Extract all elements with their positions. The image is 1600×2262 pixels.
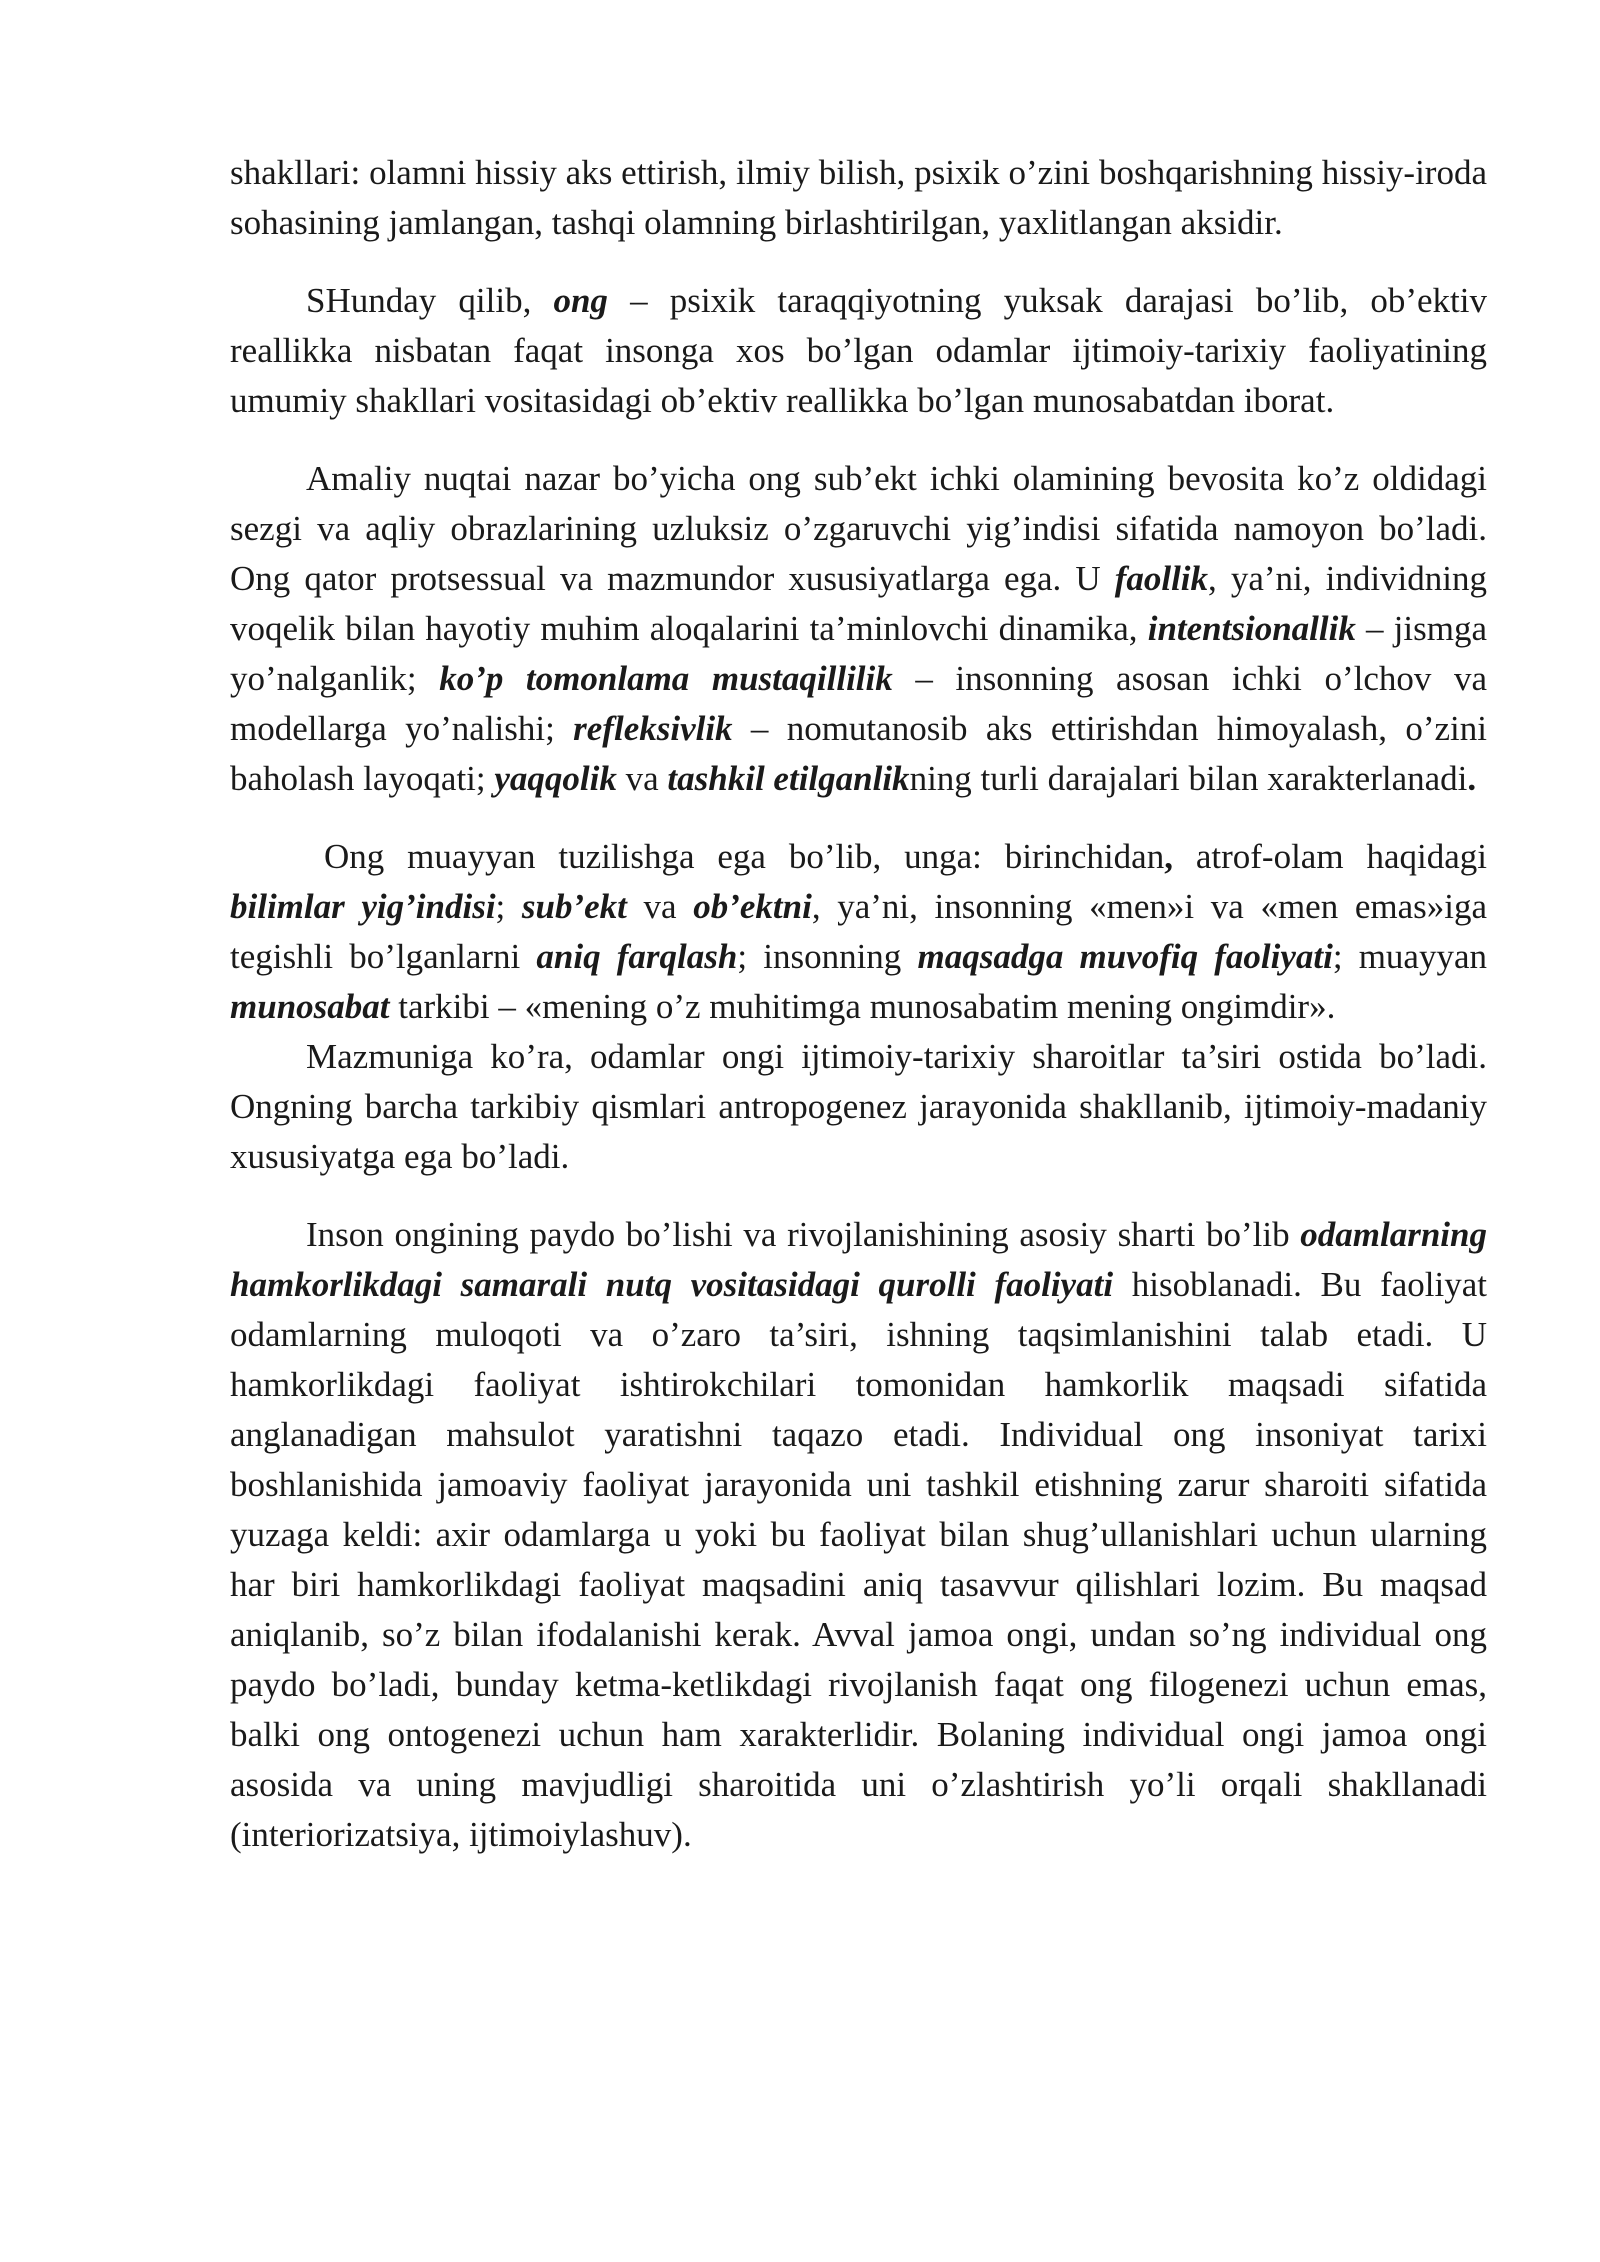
paragraph-p2 — [230, 276, 1487, 426]
document-page — [230, 148, 1487, 1860]
text-run: tarkibi – «mening o’z muhitimga munosabatim mening ongimdir». — [389, 987, 1336, 1026]
text-run: Ong muayyan tuzilishga ega bo’lib, unga: birinchidan — [324, 837, 1165, 876]
text-run: shakllari: olamni hissiy aks ettirish, ilmiy bilish, psixik o’zini boshqarishning hissiy-iroda sohasining jamlangan, tashqi olamning birlashtirilgan, yaxlitlangan aksidir. — [230, 153, 1487, 242]
paragraph-p3 — [230, 454, 1487, 804]
text-run: ; muayyan — [1332, 937, 1487, 976]
text-run: – psixik taraqqiyotning yuksak darajasi bo’lib, ob’ektiv reallikka nisbatan faqat insonga xos bo’lgan odamlar ijtimoiy-tarixiy faoliyatining umumiy shakllari vositasidagi ob’ektiv reallikka bo’lgan munosabatdan iborat. — [230, 281, 1488, 420]
text-run: SHunday qilib, — [306, 281, 554, 320]
emphasized-term: sub’ekt — [521, 887, 627, 926]
emphasized-term: ko’p tomonlama mustaqillilik — [439, 659, 893, 698]
text-run: va — [616, 759, 668, 798]
emphasized-term: bilimlar yig’indisi — [230, 887, 496, 926]
paragraph-p4 — [230, 832, 1487, 1032]
text-run: Inson ongining paydo bo’lishi va rivojlanishining asosiy sharti bo’lib — [306, 1215, 1301, 1254]
emphasized-term: refleksivlik — [573, 709, 733, 748]
text-run: atrof-olam haqidagi — [1172, 837, 1487, 876]
text-run: ; insonning — [737, 937, 918, 976]
emphasized-term: ong — [553, 281, 608, 320]
paragraph-p5 — [230, 1032, 1487, 1182]
emphasized-term: maqsadga muvofiq faoliyati — [917, 937, 1333, 976]
emphasized-term: aniq farqlash — [536, 937, 738, 976]
text-run: , ya’ni, individning voqelik bilan hayotiy muhim aloqalarini ta’minlovchi dinamika, — [230, 559, 1487, 648]
emphasized-term: ob’ektni — [693, 887, 812, 926]
text-run: – insonning asosan ichki o’lchov va modellarga yo’nalishi; — [230, 659, 1487, 748]
text-run: va — [626, 887, 694, 926]
emphasized-term: munosabat — [230, 987, 390, 1026]
text-run: hisoblanadi. Bu faoliyat odamlarning muloqoti va o’zaro ta’siri, ishning taqsimlanishini talab etadi. U hamkorlikdagi faoliyat ishtirokchilari tomonidan hamkorlik maqsadi sifatida anglanadigan mahsulot yaratishni taqazo etadi. Individual ong insoniyat tarixi boshlanishida jamoaviy faoliyat jarayonida uni tashkil etishning zarur sharoiti sifatida yuzaga keldi: axir odamlarga u yoki bu faoliyat bilan shug’ullanishlari uchun ularning har biri hamkorlikdagi faoliyat maqsadini aniq tasavvur qilishlari lozim. Bu maqsad aniqlanib, so’z bilan ifodalanishi kerak. Avval jamoa ongi, undan so’ng individual ong paydo bo’ladi, bunday ketma-ketlikdagi rivojlanish faqat ong filogenezi uchun emas, balki ong ontogenezi uchun ham xarakterlidir. Bolaning individual ongi jamoa ongi asosida va uning mavjudligi sharoitida uni o’zlashtirish yo’li orqali shakllanadi (interiorizatsiya, ijtimoiylashuv). — [230, 1265, 1487, 1854]
text-run: . — [1467, 759, 1477, 798]
emphasized-term: faollik — [1114, 559, 1209, 598]
text-run: , — [1164, 837, 1173, 876]
emphasized-term: tashkil etilganlik — [667, 759, 910, 798]
paragraph-p1 — [230, 148, 1487, 248]
text-run: ; — [495, 887, 522, 926]
text-run: Mazmuniga ko’ra, odamlar ongi ijtimoiy-tarixiy sharoitlar ta’siri ostida bo’ladi. Ongning barcha tarkibiy qismlari antropogenez jarayonida shakllanib, ijtimoiy-madaniy xususiyatga ega bo’ladi. — [230, 1037, 1487, 1176]
text-run: , ya’ni, insonning «men»i va «men emas»iga tegishli bo’lganlarni — [230, 887, 1487, 976]
text-run: ning turli darajalari bilan xarakterlanadi — [909, 759, 1468, 798]
paragraph-p6 — [230, 1210, 1487, 1860]
text-run: – nomutanosib aks ettirishdan himoyalash, o’zini baholash layoqati; — [230, 709, 1487, 798]
emphasized-term: yaqqolik — [494, 759, 617, 798]
text-run: – jismga yo’nalganlik; — [230, 609, 1488, 698]
emphasized-term: odamlarning hamkorlikdagi samarali nutq vositasidagi qurolli faoliyati — [230, 1215, 1487, 1304]
emphasized-term: intentsionallik — [1147, 609, 1356, 648]
text-run: Amaliy nuqtai nazar bo’yicha ong sub’ekt ichki olamining bevosita ko’z oldidagi sezgi va aqliy obrazlarining uzluksiz o’zgaruvchi yig’indisi sifatida namoyon bo’ladi. Ong qator protsessual va mazmundor xususiyatlarga ega. U — [230, 459, 1487, 598]
